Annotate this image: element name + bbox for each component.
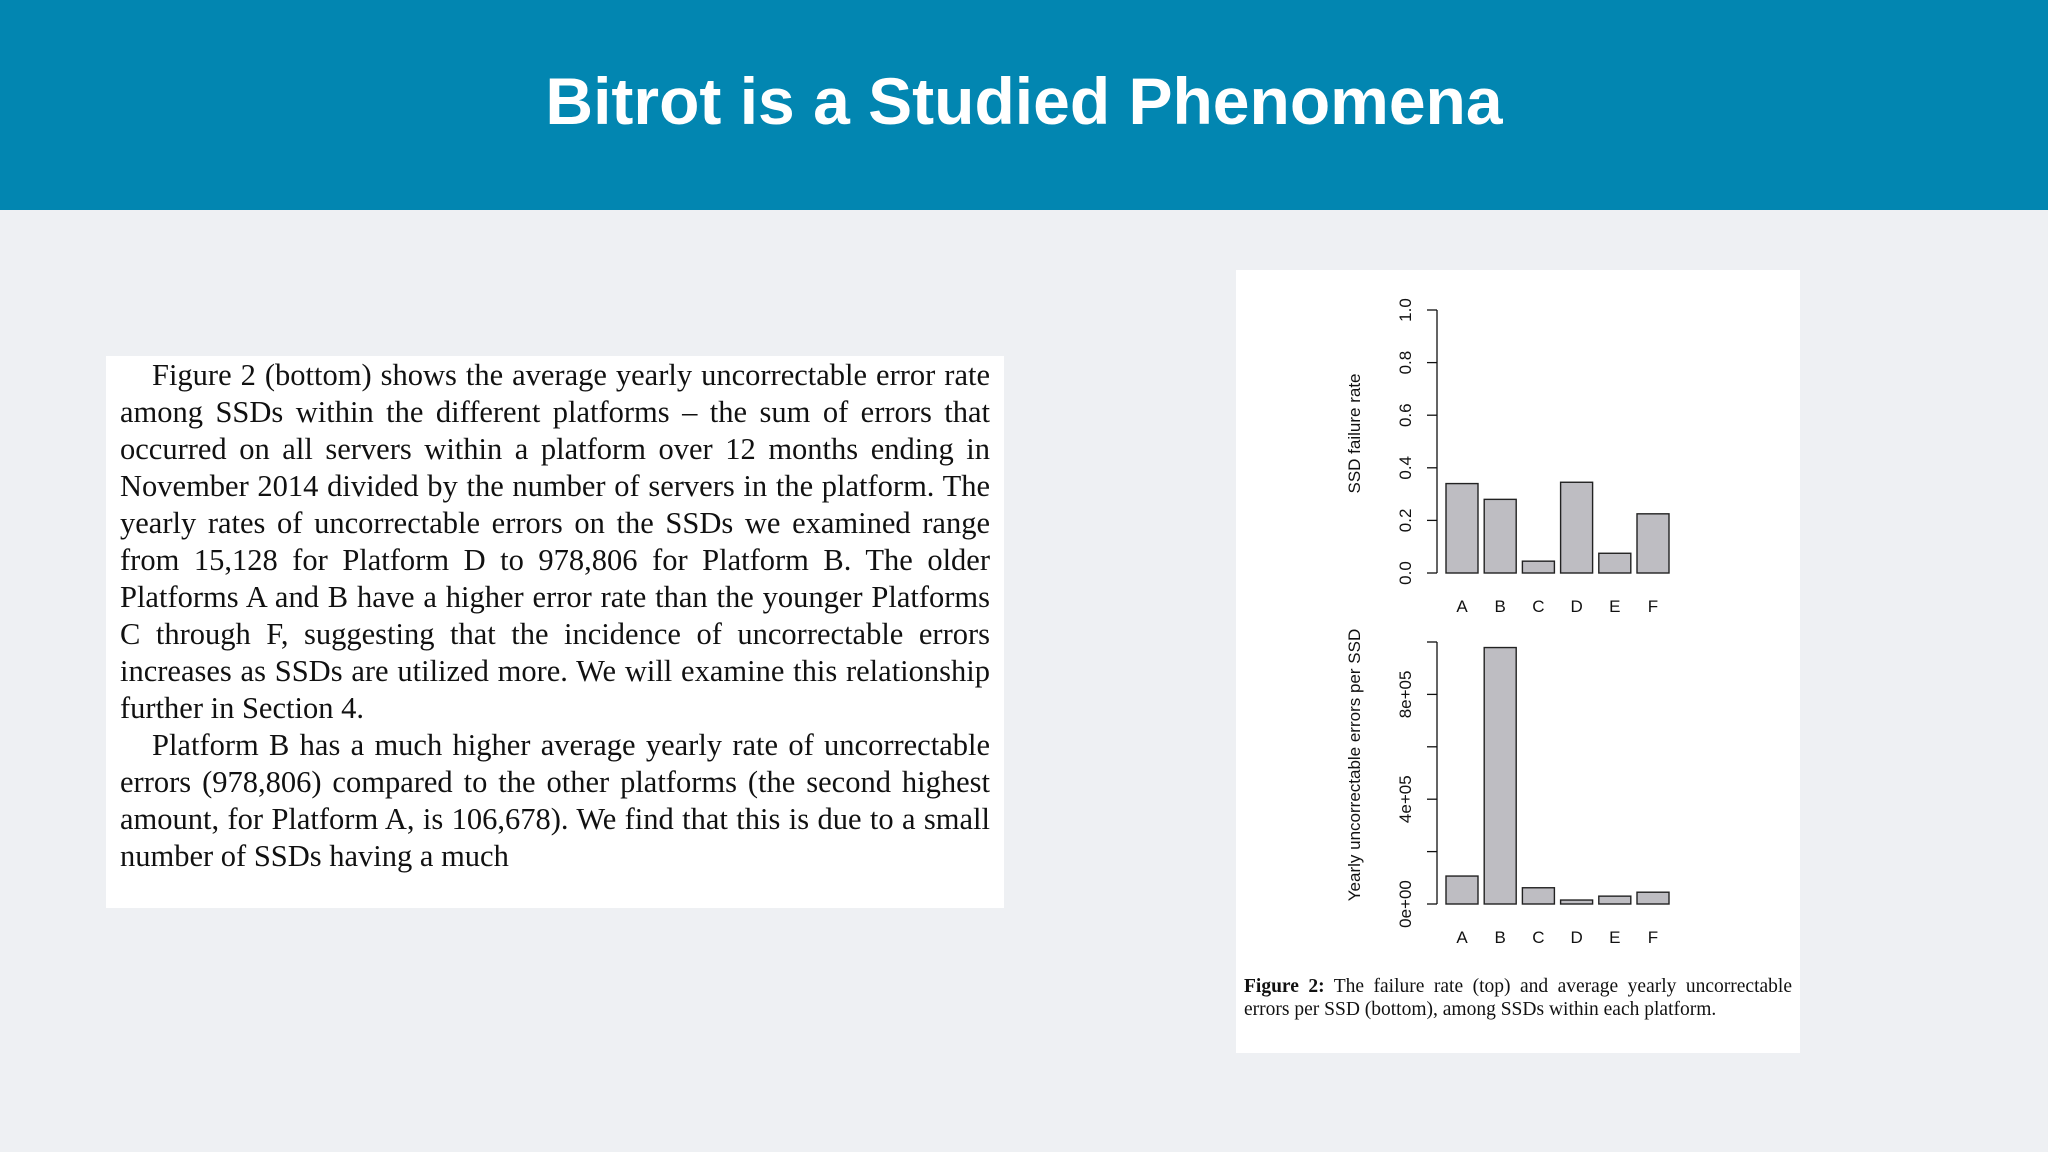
bar-E	[1599, 553, 1631, 573]
slide-header	[0, 0, 2048, 210]
category-label-B: B	[1494, 597, 1506, 616]
y-tick-label: 4e+05	[1396, 775, 1415, 824]
bar-C	[1522, 561, 1554, 573]
bar-B	[1484, 499, 1516, 573]
category-label-A: A	[1456, 597, 1468, 616]
y-tick-label: 0.6	[1396, 403, 1415, 428]
category-label-B: B	[1494, 928, 1506, 947]
bar-B	[1484, 648, 1516, 904]
bar-A	[1446, 484, 1478, 573]
bar-F	[1637, 514, 1669, 573]
category-label-A: A	[1456, 928, 1468, 947]
excerpt-paragraph-2: Platform B has a much higher average yearly rate of uncorrectable errors (978,806) compared to the other platforms (the second highest amount, for Platform A, is 106,678). We find that this is due to a small number of SSDs having a much	[120, 728, 990, 873]
y-tick-label: 0e+00	[1396, 880, 1415, 928]
category-label-C: C	[1532, 928, 1545, 947]
excerpt-paragraph-1: Figure 2 (bottom) shows the average yearly uncorrectable error rate among SSDs within the different platforms – the sum of errors that occurred on all servers within a platform over 12 months ending in November 2014 divided by the number of servers in the platform. The yearly rates of uncorrectable errors on the SSDs we examined range from 15,128 for Platform D to 978,806 for Platform B. The older Platforms A and B have a higher error rate than the younger Platforms C through F, suggesting that the incidence of uncorrectable errors increases as SSDs are utilized more. We will examine this relationship further in Section 4.	[120, 358, 990, 725]
category-label-D: D	[1570, 928, 1583, 947]
figure-panel	[1236, 270, 1800, 1053]
category-label-F: F	[1647, 928, 1659, 947]
chart-1	[1345, 298, 1669, 616]
bar-F	[1637, 892, 1669, 904]
bar-A	[1446, 876, 1478, 904]
slide-title: Bitrot is a Studied Phenomena	[545, 64, 1503, 138]
y-tick-label: 1.0	[1396, 298, 1415, 322]
category-label-F: F	[1647, 597, 1659, 616]
bar-E	[1599, 896, 1631, 904]
y-tick-label: 0.0	[1396, 561, 1415, 585]
figure-caption	[1244, 976, 1792, 1021]
y-tick-label: 0.2	[1396, 508, 1415, 533]
y-axis-label: SSD failure rate	[1345, 373, 1364, 494]
bar-D	[1561, 482, 1593, 573]
category-label-E: E	[1609, 597, 1621, 616]
category-label-E: E	[1609, 928, 1621, 947]
bar-D	[1561, 900, 1593, 904]
figure-caption-text: The failure rate (top) and average yearly uncorrectable errors per SSD (bottom), among SSDs within each platform.	[1244, 976, 1792, 1020]
paper-excerpt	[106, 356, 1004, 908]
y-tick-label: 0.4	[1396, 455, 1415, 480]
y-axis-label: Yearly uncorrectable errors per SSD	[1345, 628, 1364, 902]
y-tick-label: 0.8	[1396, 350, 1415, 375]
y-tick-label: 8e+05	[1396, 670, 1415, 719]
category-label-C: C	[1532, 597, 1545, 616]
category-label-D: D	[1570, 597, 1583, 616]
bar-C	[1522, 888, 1554, 904]
chart-2	[1345, 629, 1669, 947]
figure-charts	[1236, 270, 1800, 970]
figure-caption-label: Figure 2:	[1244, 976, 1325, 997]
